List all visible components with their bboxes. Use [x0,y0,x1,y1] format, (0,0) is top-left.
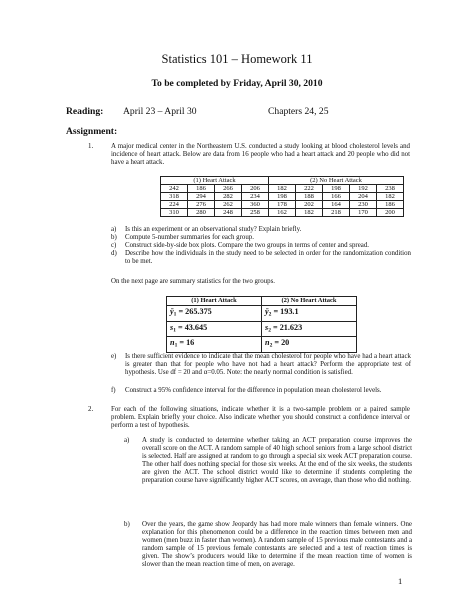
table-cell: 186 [377,201,404,209]
table-cell: 186 [188,185,215,193]
part-letter: d) [111,250,117,258]
table-row [161,185,404,193]
table-cell: 238 [377,185,404,193]
part-letter: c) [111,242,117,250]
table-cell: 222 [296,185,323,193]
part-text: Over the years, the game show Jeopardy has had more male winners than female winners. One explanation for this phenomenon could be a difference in the reaction times between men and women (men buzz in faster than women). A random sample of 15 previous male contestants and a random sample of 15 previous female contestants are selected and a test of reaction times is given. The show’s producers would like to determine if the mean reaction time of women is slower than the mean reaction time of men, on average. [142,521,412,569]
list-item [111,226,410,234]
part-text: A study is conducted to determine whether taking an ACT preparation course improves the overall score on the ACT. A random sample of 40 high school seniors from a large school district is selected. Half are assigned at random to go through a special six week ACT preparation course. The other half does nothing special for those six weeks. At the end of the six weeks, the students are given the ACT. The school district would like to determine if students completing the preparation course have significantly higher ACT scores, on average, than those who did nothing. [142,437,412,485]
no-heart-attack-header: (2) No Heart Attack [269,177,404,185]
question-1-parts-a-d [111,226,410,266]
table-cell: 198 [323,185,350,193]
table-cell: 280 [188,209,215,217]
table-cell: 294 [188,193,215,201]
document-title: Statistics 101 – Homework 11 [161,52,313,66]
heart-attack-header: (1) Heart Attack [161,177,269,185]
question-1-intro: A major medical center in the Northeastern U.S. conducted a study looking at blood cholesterol levels and incidence of heart attack. Below are data from 16 people who had a heart attack and 20 people who did not have a heart attack. [111,143,410,167]
question-2-parts [124,437,412,581]
part-text: Describe how the individuals in the study need to be selected in order for the randomization condition to be met. [125,250,411,266]
ybar2-cell: $ȳ_2 = 193.1$ [262,306,357,322]
part-letter: b) [111,234,117,242]
table-cell: 162 [269,209,296,217]
question-1-number: 1. [88,143,94,150]
table-cell: 182 [377,193,404,201]
part-letter: a) [111,226,117,233]
table-cell: 166 [323,193,350,201]
list-item [124,521,412,581]
table-row [161,201,404,209]
table-cell: 266 [215,185,242,193]
summary-intro: On the next page are summary statistics for the two groups. [111,278,275,285]
page-number: 1 [398,576,403,586]
reading-dates: April 23 – April 30 [123,106,197,117]
part-letter: e) [111,353,117,360]
part-text: Is this an experiment or an observational study? Explain briefly. [125,226,302,233]
list-item [111,250,410,266]
question-1-parts-e-f [111,353,410,395]
table-cell: 282 [215,193,242,201]
reading-label: Reading: [66,106,104,117]
table-cell: 218 [323,209,350,217]
table-cell: 182 [269,185,296,193]
part-text: Compute 5-number summaries for each group. [125,234,254,242]
question-2-intro: For each of the following situations, indicate whether it is a two-sample problem or a paired sample problem. Explain briefly your choice. Also indicate whether you should construct a confidence interval or perform a test of hypothesis. [111,406,410,430]
table-cell: 170 [350,209,377,217]
list-item [124,437,412,521]
table-cell: 242 [161,185,188,193]
table-cell: 204 [350,193,377,201]
cholesterol-data-table [160,176,404,217]
table-cell: 262 [215,201,242,209]
assignment-label: Assignment: [66,126,118,137]
table-cell: 258 [242,209,269,217]
part-text: Construct a 95% confidence interval for the difference in population mean cholesterol levels. [125,387,382,394]
due-date: To be completed by Friday, April 30, 2010 [151,78,323,89]
part-text: Is there sufficient evidence to indicate that the mean cholesterol for people who have had a heart attack is greater than that for people who have not had a heart attack? Perform the appropriate test of hypothesis. Use df = 20 and α=0.05. Note: the nearly normal condition is satisfied. [125,353,411,377]
table-row [167,321,357,337]
list-item [111,234,410,242]
n2-cell: $n_2 = 20$ [262,337,357,353]
table-cell: 198 [269,193,296,201]
table-cell: 248 [215,209,242,217]
table-row [161,209,404,217]
list-item [111,353,410,387]
table-cell: 200 [377,209,404,217]
list-item [111,242,410,250]
part-letter: b) [124,521,130,528]
table-row [161,193,404,201]
summary-statistics-table [166,296,357,353]
part-letter: a) [124,437,130,444]
table-cell: 164 [323,201,350,209]
reading-chapters: Chapters 24, 25 [268,106,329,117]
table-cell: 188 [296,193,323,201]
table-cell: 318 [161,193,188,201]
table-row [167,306,357,322]
table-cell: 178 [269,201,296,209]
summary-header-2: (2) No Heart Attack [262,297,357,306]
s1-cell: $s_1 = 43.645$ [167,321,262,337]
table-cell: 192 [350,185,377,193]
question-2-number: 2. [88,406,94,413]
table-cell: 230 [350,201,377,209]
table-cell: 310 [161,209,188,217]
ybar1-cell: $ȳ_1 = 265.375$ [167,306,262,322]
table-cell: 224 [161,201,188,209]
table-cell: 276 [188,201,215,209]
s2-cell: $s_2 = 21.623$ [262,321,357,337]
table-cell: 234 [242,193,269,201]
part-text: Construct side-by-side box plots. Compare the two groups in terms of center and spread. [125,242,369,250]
table-cell: 206 [242,185,269,193]
table-cell: 360 [242,201,269,209]
list-item [111,387,410,395]
n1-cell: $n_1 = 16$ [167,337,262,353]
table-cell: 202 [296,201,323,209]
table-cell: 182 [296,209,323,217]
table-row [167,337,357,353]
part-letter: f) [111,387,116,394]
summary-header-1: (1) Heart Attack [167,297,262,306]
